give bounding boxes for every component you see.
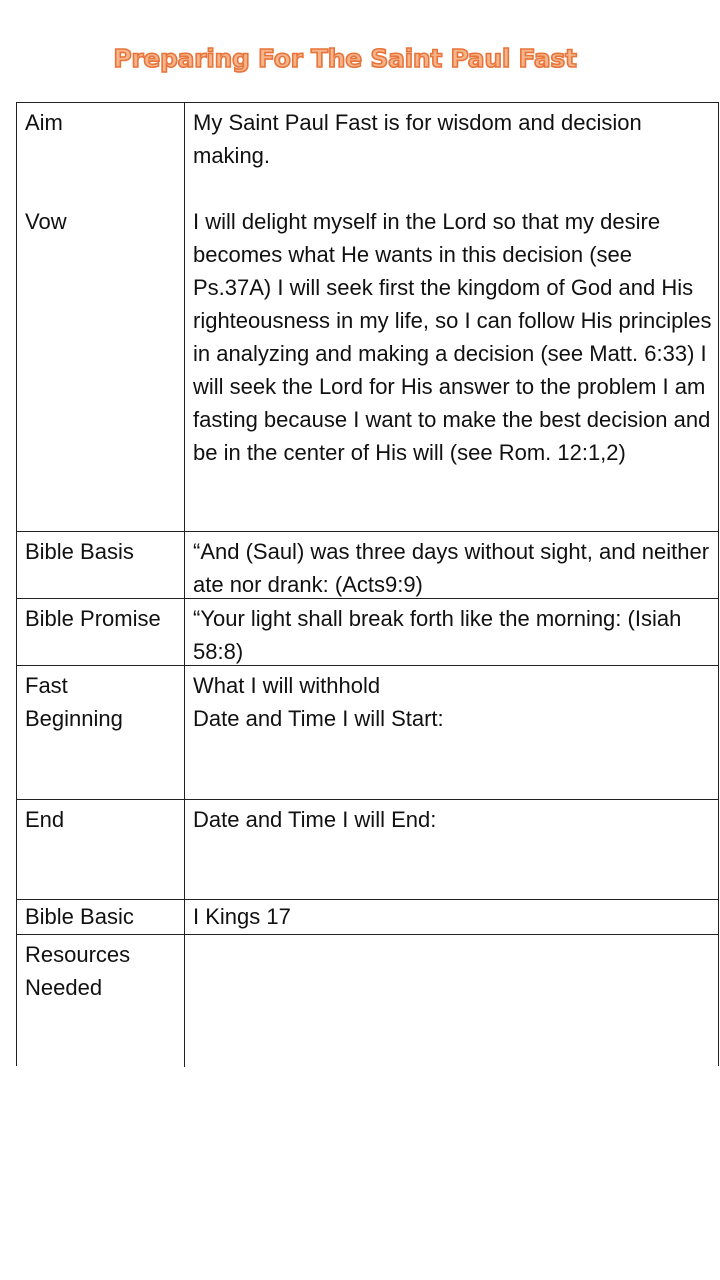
row-label-bible-basic: Bible Basic (17, 900, 185, 934)
table-row-bible-promise (17, 599, 718, 666)
row-content-resources-needed (185, 935, 718, 1067)
row-label-end: End (17, 800, 185, 899)
label-line: Resources (25, 942, 131, 967)
row-label-bible-basis: Bible Basis (17, 532, 185, 598)
label-line: Beginning (25, 706, 123, 731)
row-content-bible-basis: “And (Saul) was three days without sight, and neither ate nor drank: (Acts9:9) (193, 539, 710, 597)
row-label-vow: Vow (25, 209, 67, 234)
table-row-bible-basis (17, 532, 718, 599)
fast-preparation-table (16, 102, 719, 1066)
row-content-bible-promise: “Your light shall break forth like the morning: (Isiah 58:8) (193, 606, 682, 664)
row-content-fast-beginning (185, 666, 718, 799)
content-line-withhold: What I will withhold (193, 673, 381, 698)
content-line-start: Date and Time I will Start: (193, 706, 444, 731)
row-label-bible-promise: Bible Promise (17, 599, 185, 665)
content-cell (185, 103, 718, 531)
row-content-vow: I will delight myself in the Lord so that my desire becomes what He wants in this decision (see Ps.37A) I will seek first the kingdom of God and His righteousness in my life, so I can follow His principles in analyzing and making a decision (see Matt. 6:33) I will seek the Lord for His answer to the problem I am fasting because I want to make the best decision and be in the center of His will (see Rom. 12:1,2) (193, 209, 712, 465)
row-label-aim: Aim (25, 110, 63, 135)
table-row-resources-needed (17, 935, 718, 1067)
row-label-resources-needed (17, 935, 185, 1067)
row-label-fast-beginning (17, 666, 185, 799)
row-content-aim: My Saint Paul Fast is for wisdom and decision making. (193, 110, 642, 168)
label-line: Fast (25, 673, 68, 698)
row-content-end: Date and Time I will End: (193, 807, 437, 832)
table-row-end (17, 800, 718, 900)
label-line: Needed (25, 975, 103, 1000)
page-title: Preparing For The Saint Paul Fast (113, 44, 577, 73)
table-row-bible-basic (17, 900, 718, 935)
row-content-bible-basic: I Kings 17 (193, 904, 291, 929)
label-cell (17, 103, 185, 531)
table-row-aim-vow (17, 103, 718, 532)
table-row-fast-beginning (17, 666, 718, 800)
